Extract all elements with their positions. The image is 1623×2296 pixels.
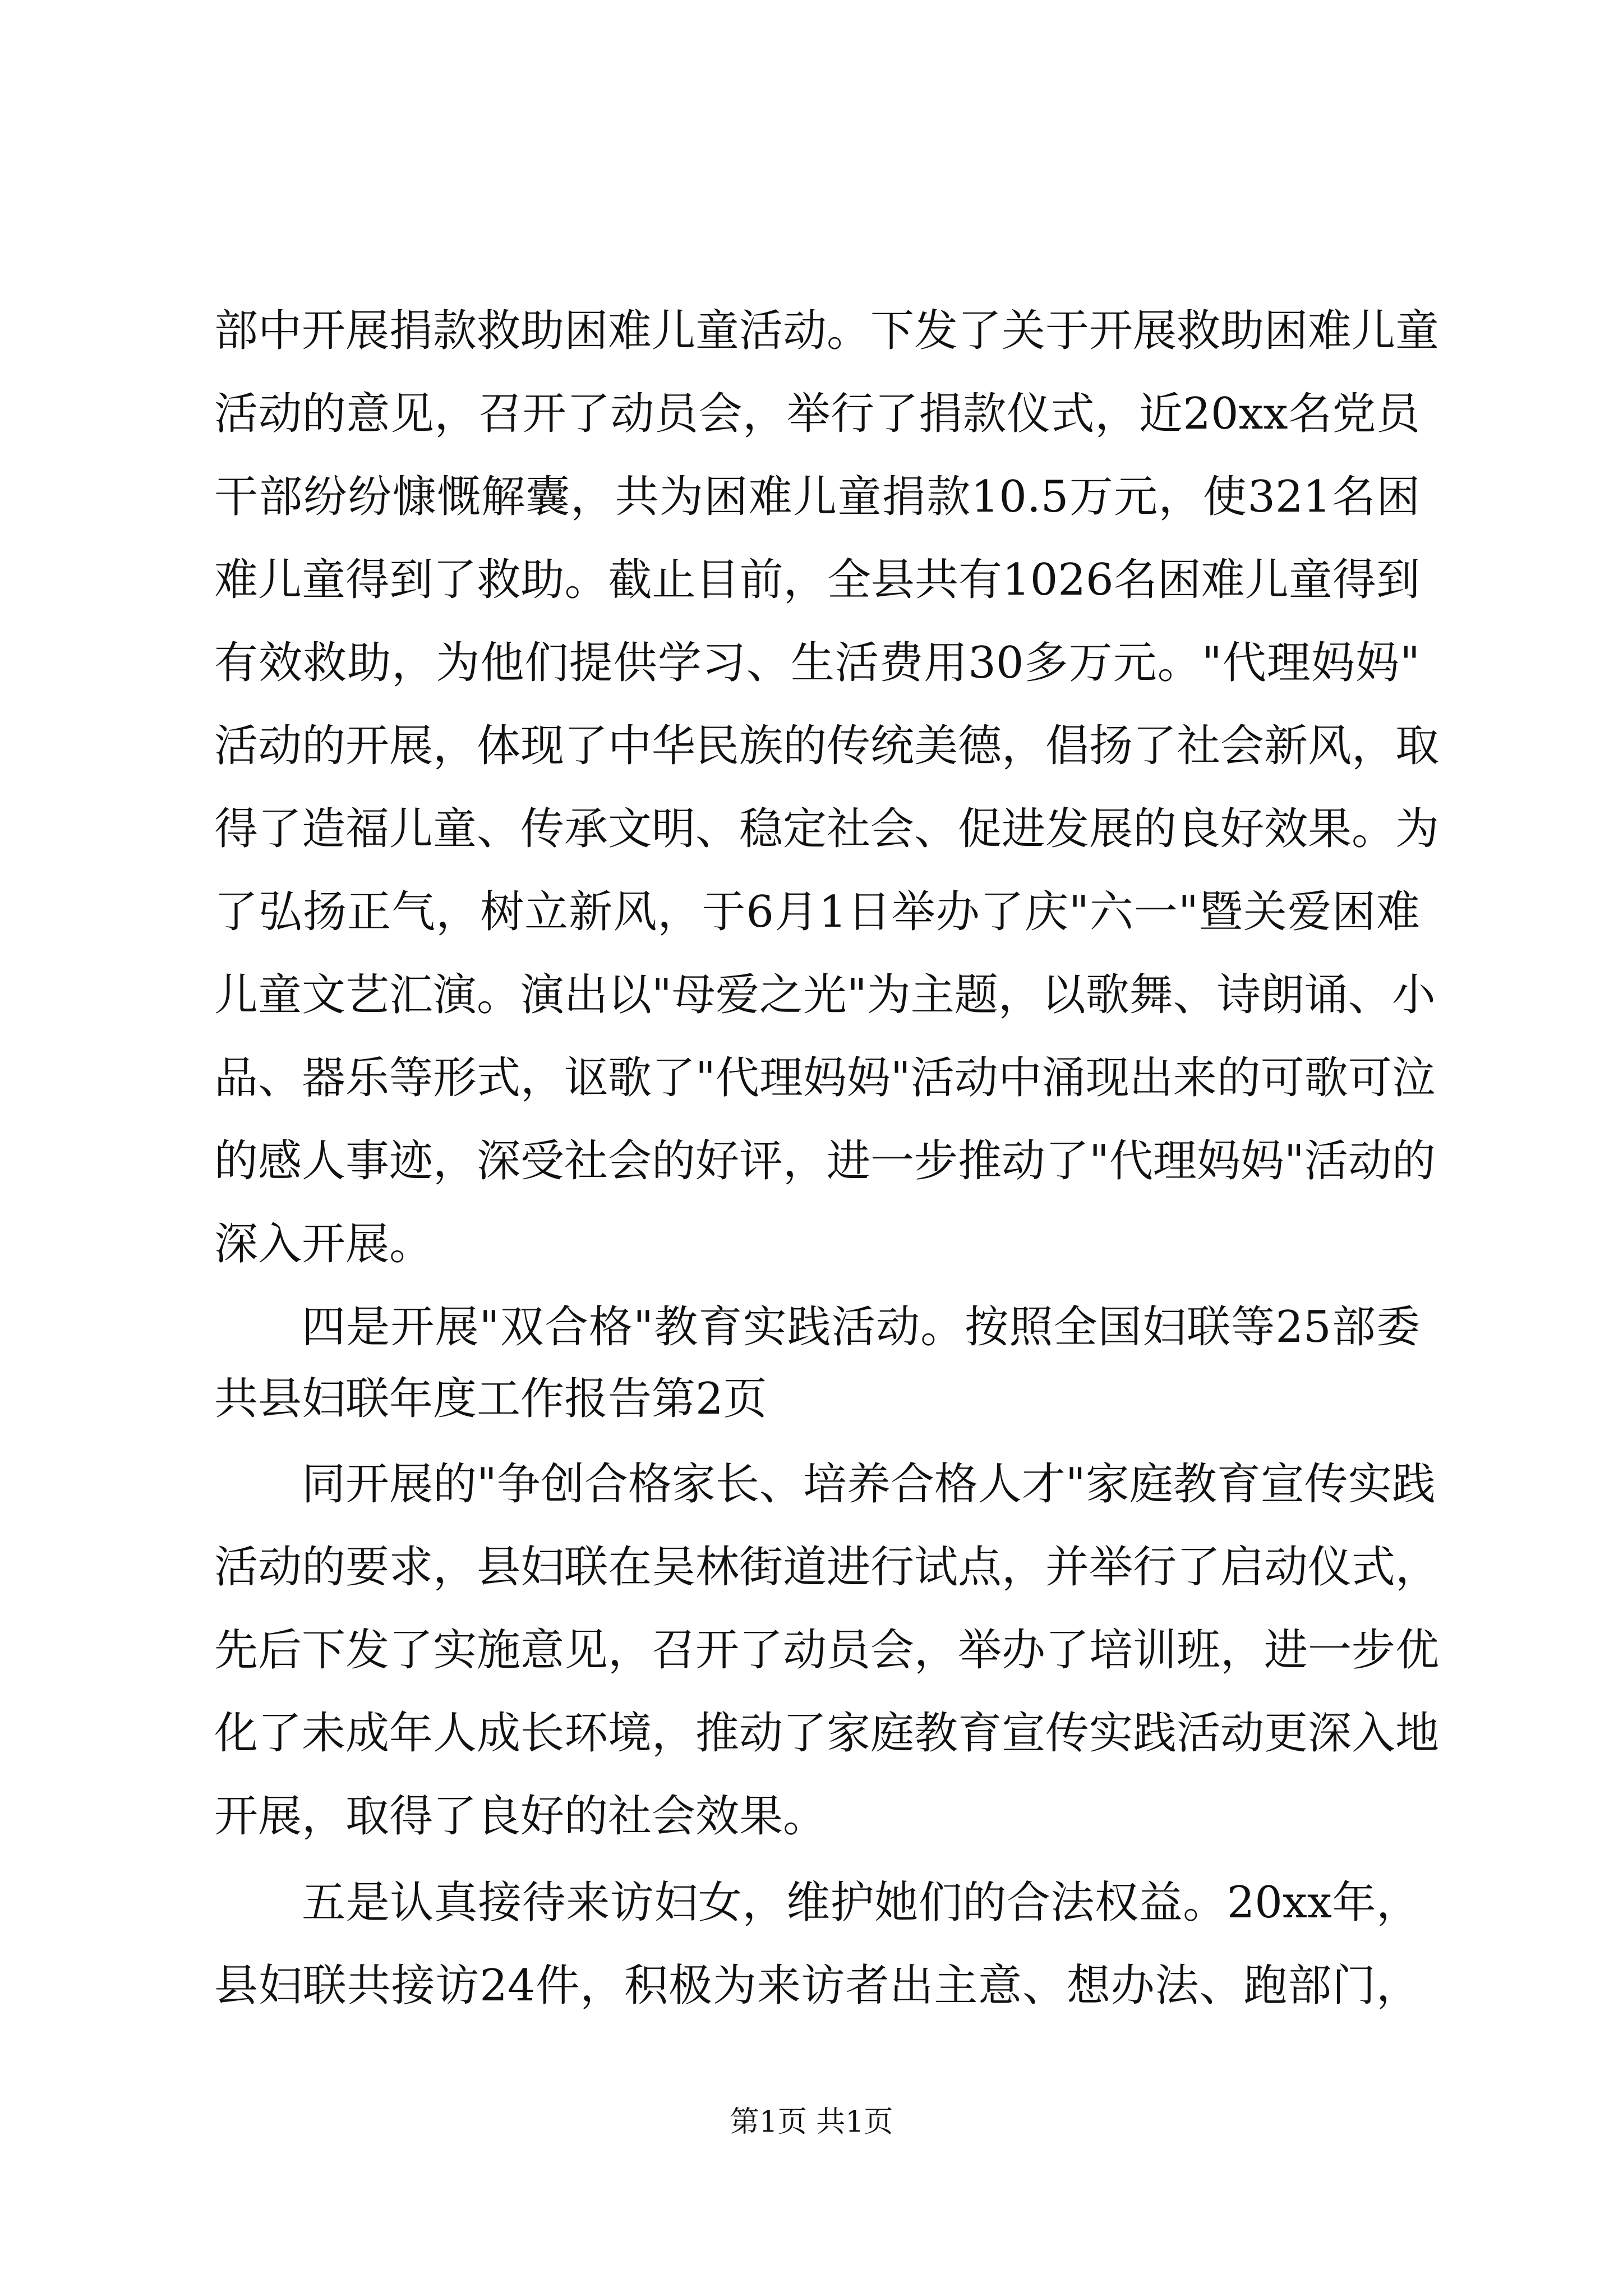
body-line-4: 难儿童得到了救助。截止目前，全县共有1026名困难儿童得到 <box>214 555 1420 605</box>
body-line-7: 得了造福儿童、传承文明、稳定社会、促进发展的良好效果。为 <box>214 804 1440 854</box>
page-footer: 第1页 共1页 <box>730 2105 893 2139</box>
body-line-13: 四是开展"双合格"教育实践活动。按照全国妇联等25部委 <box>302 1302 1420 1352</box>
page-marker-line: 共县妇联年度工作报告第2页 <box>214 1374 767 1424</box>
body-line-11: 的感人事迹，深受社会的好评，进一步推动了"代理妈妈"活动的 <box>214 1136 1436 1186</box>
body-line-6: 活动的开展，体现了中华民族的传统美德，倡扬了社会新风，取 <box>214 721 1440 771</box>
body-line-10: 品、器乐等形式，讴歌了"代理妈妈"活动中涌现出来的可歌可泣 <box>214 1053 1436 1103</box>
body-line-18: 化了未成年人成长环境，推动了家庭教育宣传实践活动更深入地 <box>214 1708 1440 1759</box>
body-line-20: 五是认真接待来访妇女，维护她们的合法权益。20xx年， <box>302 1878 1420 1928</box>
body-line-9: 儿童文艺汇演。演出以"母爱之光"为主题，以歌舞、诗朗诵、小 <box>214 970 1436 1020</box>
body-line-5: 有效救助，为他们提供学习、生活费用30多万元。"代理妈妈" <box>214 638 1420 688</box>
body-line-8: 了弘扬正气，树立新风，于6月1日举办了庆"六一"暨关爱困难 <box>214 887 1420 937</box>
body-line-16: 活动的要求，县妇联在吴林街道进行试点，并举行了启动仪式， <box>214 1542 1440 1593</box>
body-line-21: 县妇联共接访24件，积极为来访者出主意、想办法、跑部门， <box>214 1961 1420 2011</box>
body-line-1: 部中开展捐款救助困难儿童活动。下发了关于开展救助困难儿童 <box>214 306 1440 356</box>
body-line-17: 先后下发了实施意见，召开了动员会，举办了培训班，进一步优 <box>214 1625 1440 1676</box>
body-line-3: 干部纷纷慷慨解囊，共为困难儿童捐款10.5万元，使321名困 <box>214 472 1420 522</box>
body-line-2: 活动的意见，召开了动员会，举行了捐款仪式，近20xx名党员 <box>214 389 1420 439</box>
body-line-12: 深入开展。 <box>214 1219 434 1269</box>
body-line-15: 同开展的"争创合格家长、培养合格人才"家庭教育宣传实践 <box>302 1459 1436 1510</box>
body-line-19: 开展，取得了良好的社会效果。 <box>214 1791 827 1842</box>
